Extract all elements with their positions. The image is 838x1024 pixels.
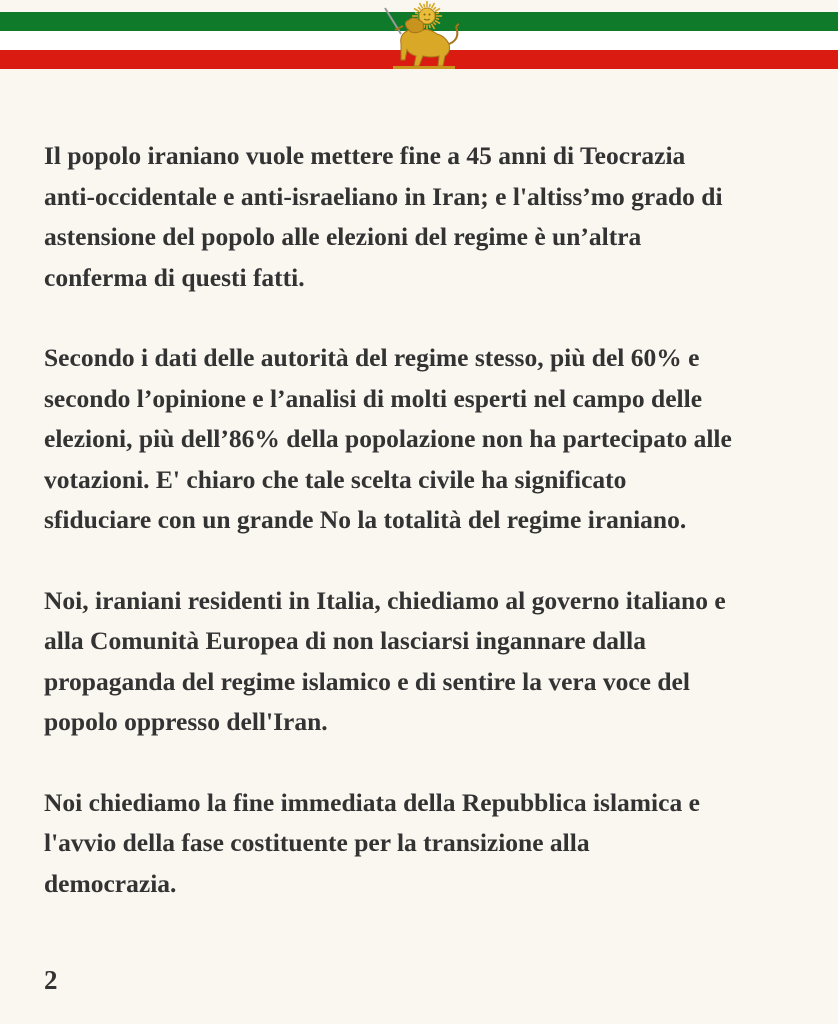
lion-and-sun-emblem-icon: [371, 0, 467, 72]
paragraph-1: Il popolo iraniano vuole mettere fine a 45 anni di Teocrazia anti-occidentale e anti-israeliano in Iran; e l'altiss’mo grado di astensione del popolo alle elezioni del regime è un’altra conferma di questi fatti.: [44, 141, 723, 292]
paragraph-3: Noi, iraniani residenti in Italia, chiediamo al governo italiano e alla Comunità Europea di non lasciarsi ingannare dalla propaganda del regime islamico e di sentire la vera voce del popolo oppresso dell'Iran.: [44, 585, 726, 736]
paragraph-4: Noi chiediamo la fine immediata della Repubblica islamica e l'avvio della fase costituente per la transizione alla democrazia.: [44, 787, 700, 898]
document-body: [44, 136, 814, 944]
paragraph-2: Secondo i dati delle autorità del regime stesso, più del 60% e secondo l’opinione e l’analisi di molti esperti nel campo delle elezioni, più dell’86% della popolazione non ha partecipato alle votazioni. E' chiaro che tale scelta civile ha significato sfiduciare con un grande No la totalità del regime iraniano.: [44, 343, 732, 534]
page-number: 2: [44, 965, 58, 995]
